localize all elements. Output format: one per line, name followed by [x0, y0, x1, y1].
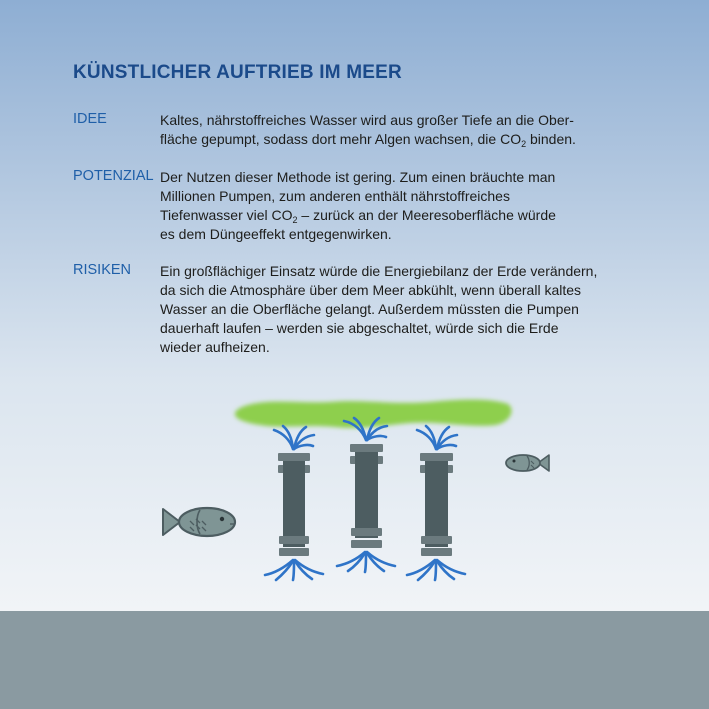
section-text-potenzial: [160, 168, 640, 244]
pump-pipe: [337, 418, 395, 572]
text-line: Wasser an die Oberfläche gelangt. Außerdem müssten die Pumpen: [160, 301, 579, 317]
fish-left: [163, 508, 235, 536]
section-text-risiken: [160, 262, 640, 357]
text-line: dauerhaft laufen – werden sie abgeschaltet, würde sich die Erde: [160, 320, 559, 336]
pump-pipe: [265, 426, 323, 580]
subscript-2: 2: [292, 215, 298, 225]
water-jet-bottom: [265, 560, 323, 580]
fish-right: [506, 455, 549, 471]
pump-pipe: [407, 426, 465, 580]
water-jet-bottom: [407, 560, 465, 580]
text-line: Millionen Pumpen, zum anderen enthält nährstoffreiches: [160, 188, 510, 204]
section-label-risiken: RISIKEN: [73, 262, 132, 278]
text-line: wieder aufheizen.: [160, 339, 270, 355]
text-line: [160, 130, 640, 149]
text-fragment: Tiefenwasser viel CO: [160, 207, 293, 223]
section-label-potenzial: POTENZIAL: [73, 168, 154, 184]
text-fragment: – zurück an der Meeresoberfläche würde: [297, 207, 556, 223]
upwelling-illustration: [0, 380, 709, 611]
text-line: es dem Düngeeffekt entgegenwirken.: [160, 226, 392, 242]
water-jet-top: [274, 426, 314, 449]
text-line: [160, 206, 640, 225]
text-line: Kaltes, nährstoffreiches Wasser wird aus großer Tiefe an die Ober-: [160, 112, 574, 128]
section-text-idee: [160, 111, 640, 149]
text-line: da sich die Atmosphäre über dem Meer abkühlt, wenn überall kaltes: [160, 282, 582, 298]
section-label-idee: IDEE: [73, 111, 107, 127]
text-fragment: binden.: [526, 131, 576, 147]
text-line: Der Nutzen dieser Methode ist gering. Zum einen bräuchte man: [160, 169, 556, 185]
seabed: [0, 611, 709, 709]
water-jet-bottom: [337, 552, 395, 572]
text-fragment: fläche gepumpt, sodass dort mehr Algen wachsen, die CO: [160, 131, 522, 147]
page-title: KÜNSTLICHER AUFTRIEB IM MEER: [73, 62, 402, 83]
text-line: Ein großflächiger Einsatz würde die Energiebilanz der Erde verändern,: [160, 263, 598, 279]
water-jet-top: [417, 426, 457, 449]
subscript-2: 2: [521, 139, 527, 149]
